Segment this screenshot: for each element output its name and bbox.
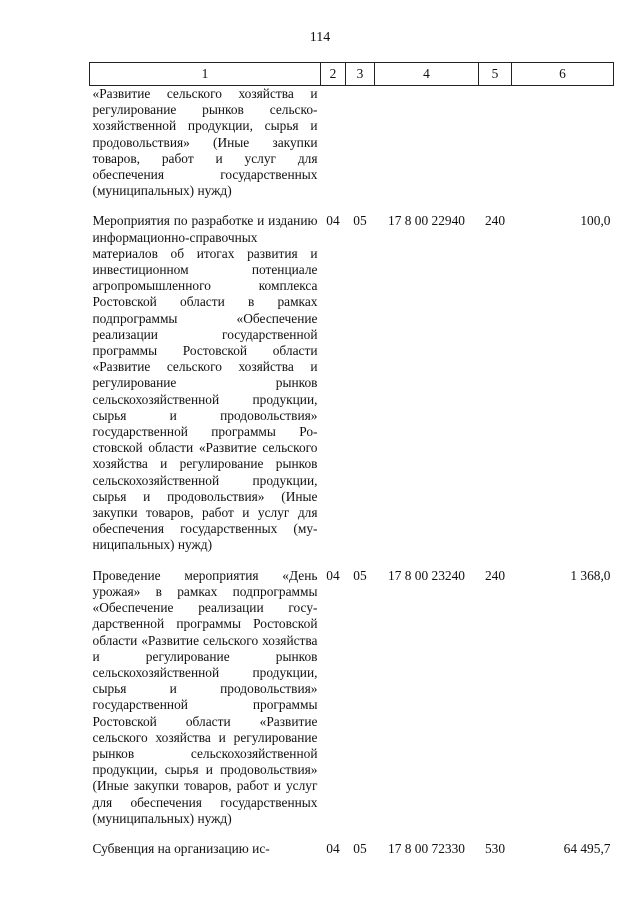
row-expense-type: 240 bbox=[484, 567, 506, 583]
row-target-code: 17 8 00 22940 bbox=[388, 213, 465, 229]
row-expense-type: 530 bbox=[484, 840, 506, 856]
budget-table bbox=[89, 62, 614, 857]
table-row bbox=[90, 86, 614, 214]
row-subsection bbox=[346, 86, 375, 214]
row-amount bbox=[512, 86, 614, 214]
table-header bbox=[90, 63, 614, 86]
row-target-code bbox=[375, 86, 479, 214]
column-header-1: 1 bbox=[90, 63, 321, 86]
row-amount: 1 368,0 bbox=[570, 567, 611, 583]
row-expense-type bbox=[479, 86, 512, 214]
row-section: 04 bbox=[326, 840, 340, 856]
page-number: 114 bbox=[309, 30, 331, 45]
column-header-6: 6 bbox=[512, 63, 614, 86]
row-name: Проведение мероприятия «День урожая» в рамках подпрограммы «Обеспечение реализации государственной программы Ростовской области «Развитие сельского хозяйства и регулирование рынков сельскохозяйственной продукции, сырья и продовольствия» государственной программы Ростовской области «Развитие сельского хозяйства и регулирование рынков сельскохозяйственной продукции, сырья и продовольствия» (Иные закупки товаров, работ и услуг для обеспечения государственных (муниципальных) нужд) bbox=[92, 567, 318, 826]
column-header-4: 4 bbox=[375, 63, 479, 86]
table-body bbox=[90, 86, 614, 858]
row-name: Мероприятия по разработке и изданию информационно-справочных материалов об итогах развития и инвестиционном потенциале агропромышленного комплекса Ростовской области в рамках подпрограммы «Обеспечение реализации государственной программы Ростовской области «Развитие сельского хозяйства и регулирование рынков сельскохозяйственной продукции, сырья и продовольствия» государственной программы Ростовской области «Развитие сельского хозяйства и регулирование рынков сельскохозяйственной продукции, сырья и продовольствия» (Иные закупки товаров, работ и услуг для обеспечения государственных (муниципальных) нужд) bbox=[92, 213, 318, 553]
table-row bbox=[90, 213, 614, 567]
row-amount: 64 495,7 bbox=[563, 840, 611, 856]
row-subsection: 05 bbox=[353, 567, 367, 583]
row-section: 04 bbox=[326, 213, 340, 229]
column-header-3: 3 bbox=[346, 63, 375, 86]
header-row bbox=[90, 63, 614, 86]
column-header-5: 5 bbox=[479, 63, 512, 86]
row-section bbox=[321, 86, 346, 214]
table-row bbox=[90, 841, 614, 857]
row-target-code: 17 8 00 23240 bbox=[388, 567, 465, 583]
row-subsection: 05 bbox=[353, 840, 367, 856]
row-target-code: 17 8 00 72330 bbox=[388, 840, 465, 856]
row-amount: 100,0 bbox=[580, 213, 611, 229]
row-expense-type: 240 bbox=[484, 213, 506, 229]
column-header-2: 2 bbox=[321, 63, 346, 86]
row-subsection: 05 bbox=[353, 213, 367, 229]
row-name: «Развитие сельского хозяйства и регулирование рынков сельскохозяйственной продукции, сырья и продовольствия» (Иные закупки товаров, работ и услуг для обеспечения государственных (муниципальных) нужд) bbox=[92, 86, 318, 199]
row-name: Субвенция на организацию ис- bbox=[92, 840, 270, 856]
row-section: 04 bbox=[326, 567, 340, 583]
table-row bbox=[90, 568, 614, 841]
